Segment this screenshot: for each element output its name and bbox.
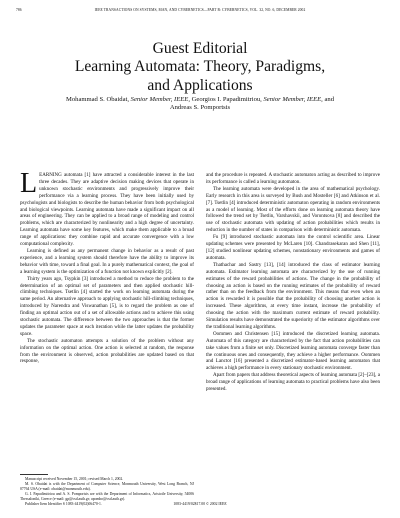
paragraph: Oommen and Christensen [15] introduced the discretized learning automata. Automata of this category are characterized by the fact that action probabilities can take values from a finite set only. Discretized learning automata converge faster than the continuous ones and consequently, they achieve a higher performance. Oommen and Lanctot [16] presented a discretized estimator-based learning automaton that achieves a high performance in every stationary stochastic environment.: [206, 330, 380, 372]
author-line-1: [24, 96, 376, 104]
paragraph: The stochastic automaton attempts a solution of the problem without any information on the optimal action. One action is selected at random, the response from the environment is observed, action probabilities are updated based on that response,: [20, 337, 194, 365]
paragraph: The learning automata were developed in the area of mathematical psychology. Early research in this area is surveyed by Bush and Mosteller [6] and Atkinson et al. [7]. Tsetlin [4] introduced deterministic automaton operating in random environments as a model of learning. Most of the efforts done on learning automata theory have followed the trend set by Tsetlin, Varshavskii, and Vorontsova [8] and described the use of stochastic automata with updating of action probabilities which results in reduction in the number of states in comparison with deterministic automata.: [206, 185, 380, 234]
author-list: [24, 96, 376, 112]
author-3-name: Andreas S. Pomportsis: [169, 104, 231, 112]
footnote-authors-2-3: G. I. Papadimitriou and A. S. Pomportsis are with the Department of Informatics, Aristotle University, 54006 Thessaloniki, Greece (e-mail: gp@csd.auth.gr; apombo@csd.auth.gr).: [20, 492, 194, 501]
title-line-1: Guest Editorial: [152, 40, 248, 57]
journal-title: IEEE TRANSACTIONS ON SYSTEMS, MAN, AND CYBERNETICS—PART B: CYBERNETICS, VOL. 32, NO. 6, DECEMBER 2002: [94, 8, 306, 12]
footnote-publisher-id: Publisher Item Identifier S 1083-4419(02)06470-1.: [25, 502, 102, 506]
smallcaps-lead: EARNING: [39, 172, 62, 178]
paper-title: [30, 40, 370, 95]
footnote-manuscript: Manuscript received November 15, 2001; revised March 1, 2002.: [25, 477, 124, 481]
page-number: 786: [16, 8, 22, 12]
paragraph: Apart from papers that address theoretical aspects of learning automata [2]–[23], a broad range of applications of learning automata to practical problems have also been presented.: [206, 372, 380, 393]
running-head: [16, 8, 384, 16]
paragraph-intro: [20, 168, 194, 248]
drop-cap: L: [20, 168, 38, 199]
title-line-2: Learning Automata: Theory, Paradigms,: [74, 58, 326, 76]
paragraph: Fu [9] introduced stochastic automata into the control scientific area. Linear updating schemes were presented by McLaren [10]. Chandrasekaran and Shen [11], [12] studied nonlinear updating schemes, nonstationary environments and games of automata.: [206, 234, 380, 261]
issn-line: 1083-4419/02$17.00 © 2002 IEEE: [173, 502, 227, 506]
paragraph-text: automata [1] have attracted a considerable interest in the last three decades. They are adaptive decision making devices that operate in unknown stochastic environments and progressively improve their performance via a learning process. They have been initially used by psychologists and biologists to describe the human behavior from both psychological and biological viewpoints. Learning automata have made a significant impact on all areas of engineering. They can be applied to a broad range of modeling and control problems, which are characterized by nonlinearity and a high degree of uncertainty. Learning automata have some key features, which make them applicable to a broad range of applications: they combine rapid and accurate convergence with a low computational complexity.: [20, 172, 194, 248]
paragraph: Thathachar and Sastry [13], [14] introduced the class of estimator learning automata. Estimator learning automata are characterized by the use of running estimates of the reward probabilities of actions. The change in the probability of choosing an action is based on the running estimates of the probability of reward rather than on the feedback from the environment. This means that even when an action is rewarded it is possible that the probability of choosing another action is increased. These algorithms, at every time instant, increase the probability of choosing the action with the maximum current estimate of reward probability. Simulation results have demonstrated the superiority of the estimator algorithms over the traditional learning algorithms.: [206, 261, 380, 330]
paragraph: and the procedure is repeated. A stochastic automaton acting as described to improve its performance is called a learning automaton.: [206, 172, 380, 185]
author-conjunction: and: [324, 96, 335, 103]
title-line-3: and Applications: [147, 76, 253, 94]
left-column: [20, 168, 194, 365]
author-1-role: Senior Member, IEEE,: [130, 96, 190, 103]
footnote-author-1: M. S. Obaidat is with the Department of Computer Science, Monmouth University, West Long Branch, NJ 07764 USA (e-mail: obaidat@monmouth.edu).: [20, 482, 194, 491]
right-column: [206, 172, 380, 393]
paragraph: Learning is defined as any permanent change in behavior as a result of past experience, and a learning system should therefore have the ability to improve its behavior with time, toward a final goal. In a purely mathematical context, the goal of a learning system is the optimization of a function not known explicitly [2].: [20, 247, 194, 275]
author-2-name: Georgios I. Papadimitriou,: [191, 96, 262, 103]
footnote-rule: [20, 474, 48, 475]
author-line-2: [24, 104, 376, 112]
paragraph: Thirty years ago, Tsypkin [3] introduced a method to reduce the problem to the determination of an optimal set of parameters and then applied stochastic hill-climbing techniques. Tsetlin [4] started the work on learning automata during the same period. An alternative approach to applying stochastic hill-climbing techniques, introduced by Narendra and Viswanathan [5], is to regard the problem as one of finding an optimal action out of a set of allowable actions and to achieve this using stochastic automata. The difference between the two approaches is that the former updates the parameter space at each iteration while the latter updates the probability space.: [20, 275, 194, 337]
author-2-role: Senior Member, IEEE,: [263, 96, 323, 103]
author-1-name: Mohammad S. Obaidat,: [65, 96, 129, 103]
